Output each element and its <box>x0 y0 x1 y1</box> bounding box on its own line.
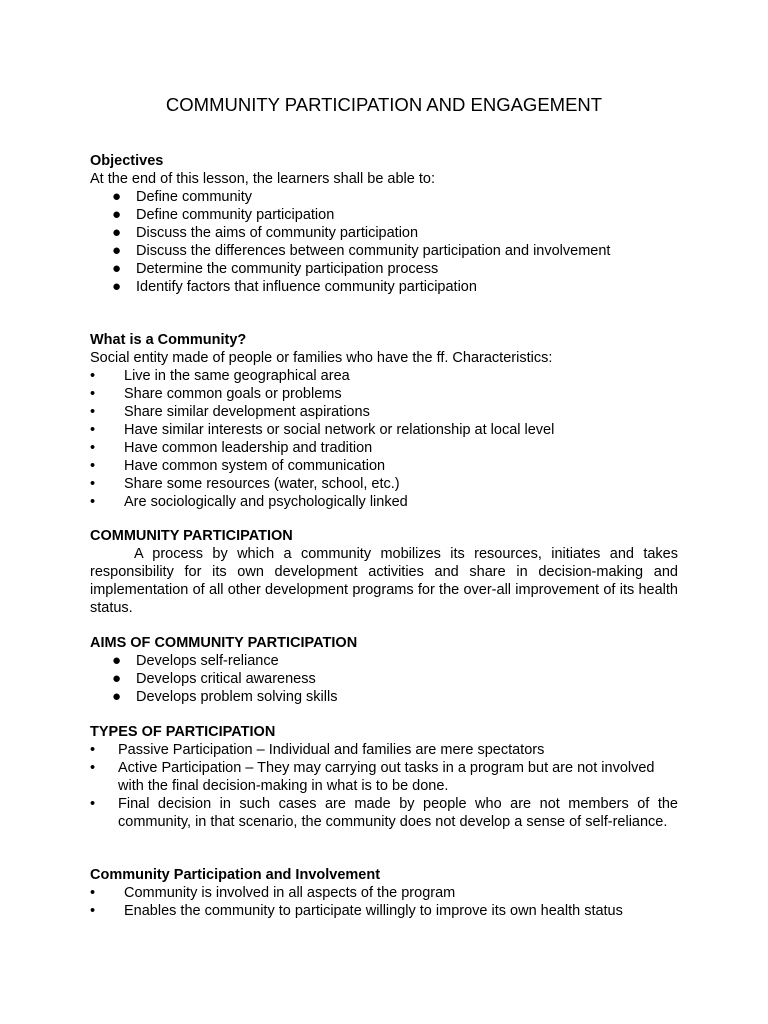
involvement-list <box>90 884 678 920</box>
participation-section <box>90 527 678 617</box>
bullet-icon: ● <box>112 206 122 223</box>
community-list <box>90 367 678 511</box>
list-item: ● Develops critical awareness <box>112 670 316 687</box>
objectives-list <box>90 188 678 296</box>
bullet-icon: • <box>90 903 96 919</box>
list-item: ● Discuss the aims of community participation <box>112 224 419 241</box>
list-item: • Have common leadership and tradition <box>90 440 373 456</box>
list-item: • Active Participation – They may carrying out tasks in a program but are not involved with the final decision-making in what is to be done. <box>90 760 655 794</box>
document-title: COMMUNITY PARTICIPATION AND ENGAGEMENT <box>165 94 603 115</box>
list-item: ● Develops problem solving skills <box>112 688 338 705</box>
list-item: • Are sociologically and psychologically linked <box>90 494 408 510</box>
bullet-icon: • <box>90 386 96 402</box>
community-section <box>90 331 678 511</box>
aims-heading: AIMS OF COMMUNITY PARTICIPATION <box>90 635 358 651</box>
list-item: • Have similar interests or social network or relationship at local level <box>90 422 555 438</box>
bullet-icon: ● <box>112 652 122 669</box>
aims-section <box>90 634 678 706</box>
types-list <box>90 741 678 831</box>
list-item: ● Identify factors that influence community participation <box>112 278 477 295</box>
objectives-intro: At the end of this lesson, the learners shall be able to: <box>90 171 435 187</box>
types-section <box>90 723 678 831</box>
bullet-icon: • <box>90 422 96 438</box>
involvement-section <box>90 866 678 920</box>
aims-list <box>90 652 678 706</box>
list-item: • Have common system of communication <box>90 458 386 474</box>
bullet-icon: ● <box>112 188 122 205</box>
bullet-icon: • <box>90 404 96 420</box>
list-item: • Share common goals or problems <box>90 386 342 402</box>
bullet-icon: • <box>90 494 96 510</box>
bullet-icon: ● <box>112 260 122 277</box>
list-item: • Enables the community to participate willingly to improve its own health status <box>90 903 623 919</box>
bullet-icon: • <box>90 885 96 901</box>
objectives-heading: Objectives <box>90 153 164 169</box>
list-item: • Community is involved in all aspects of the program <box>90 885 456 901</box>
list-item: • Passive Participation – Individual and families are mere spectators <box>90 742 545 758</box>
community-intro: Social entity made of people or families who have the ff. Characteristics: <box>90 350 553 366</box>
participation-heading: COMMUNITY PARTICIPATION <box>90 528 293 544</box>
list-item: ● Develops self-reliance <box>112 652 279 669</box>
bullet-icon: ● <box>112 224 122 241</box>
bullet-icon: ● <box>112 688 122 705</box>
bullet-icon: ● <box>112 670 122 687</box>
bullet-icon: • <box>90 458 96 474</box>
list-item: • Final decision in such cases are made by people who are not members of the community, in that scenario, the community does not develop a sense of self-reliance. <box>90 796 678 830</box>
bullet-icon: • <box>90 440 96 456</box>
list-item: ● Define community participation <box>112 206 335 223</box>
objectives-section <box>90 152 678 296</box>
list-item: • Share similar development aspirations <box>90 404 370 420</box>
bullet-icon: • <box>90 742 96 758</box>
bullet-icon: ● <box>112 278 122 295</box>
bullet-icon: • <box>90 476 96 492</box>
list-item: ● Define community <box>112 188 253 205</box>
bullet-icon: • <box>90 760 96 776</box>
types-heading: TYPES OF PARTICIPATION <box>90 724 276 740</box>
list-item: ● Discuss the differences between community participation and involvement <box>112 242 611 259</box>
list-item: • Share some resources (water, school, etc.) <box>90 476 400 492</box>
list-item: ● Determine the community participation process <box>112 260 439 277</box>
involvement-heading: Community Participation and Involvement <box>90 867 381 883</box>
community-heading: What is a Community? <box>90 332 247 348</box>
participation-definition: A process by which a community mobilizes its resources, initiates and takes responsibility for its own development activities and share in decision-making and implementation of all other development programs for the over-all improvement of its health status. <box>90 546 678 616</box>
bullet-icon: ● <box>112 242 122 259</box>
bullet-icon: • <box>90 796 96 812</box>
list-item: • Live in the same geographical area <box>90 368 350 384</box>
bullet-icon: • <box>90 368 96 384</box>
